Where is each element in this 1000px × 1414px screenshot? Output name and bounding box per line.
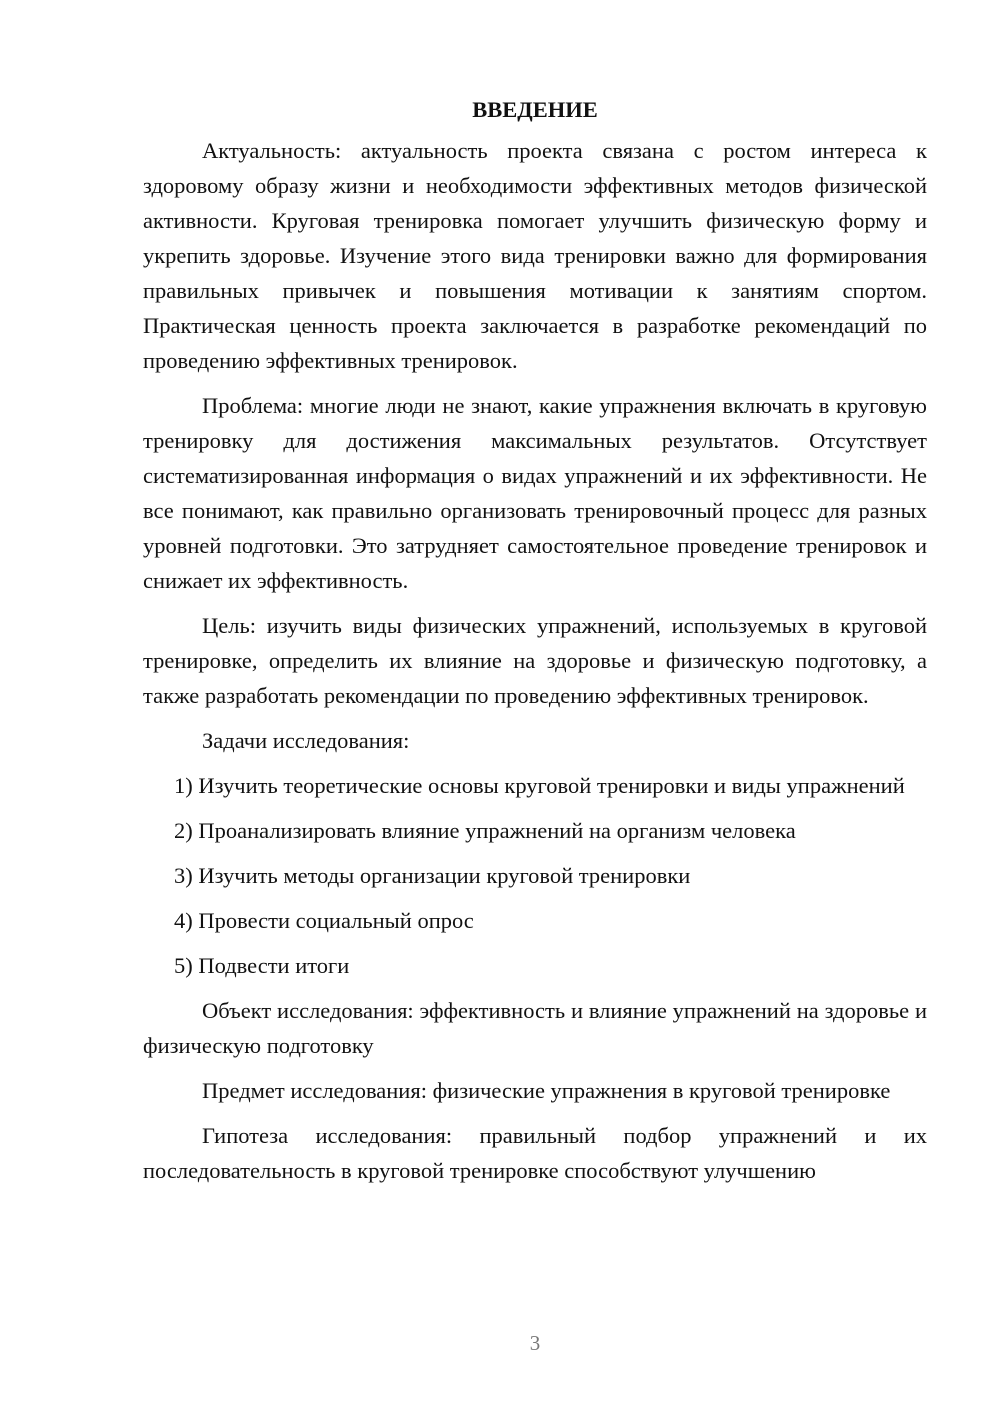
task-item: 1) Изучить теоретические основы круговой тренировки и виды упражнений <box>174 773 905 798</box>
page-number: 3 <box>529 1331 541 1355</box>
task-item: 3) Изучить методы организации круговой тренировки <box>174 863 691 888</box>
object-paragraph: Объект исследования: эффективность и влияние упражнений на здоровье и физическую подготовку <box>143 998 927 1058</box>
task-item: 4) Провести социальный опрос <box>174 908 474 933</box>
subject-paragraph: Предмет исследования: физические упражнения в круговой тренировке <box>202 1078 891 1103</box>
section-heading: ВВЕДЕНИЕ <box>472 97 598 122</box>
task-item: 2) Проанализировать влияние упражнений на организм человека <box>174 818 796 843</box>
tasks-title: Задачи исследования: <box>202 728 410 753</box>
hypothesis-paragraph: Гипотеза исследования: правильный подбор упражнений и их последовательность в круговой тренировке способствуют улучшению <box>143 1123 927 1183</box>
page-content <box>143 92 927 1198</box>
problem-paragraph: Проблема: многие люди не знают, какие упражнения включать в круговую тренировку для достижения максимальных результатов. Отсутствует систематизированная информация о видах упражнений и их эффективности. Не все понимают, как правильно организовать тренировочный процесс для разных уровней подготовки. Это затрудняет самостоятельное проведение тренировок и снижает их эффективность. <box>143 393 927 593</box>
task-item: 5) Подвести итоги <box>174 953 350 978</box>
relevance-paragraph: Актуальность: актуальность проекта связана с ростом интереса к здоровому образу жизни и необходимости эффективных методов физической активности. Круговая тренировка помогает улучшить физическую форму и укрепить здоровье. Изучение этого вида тренировки важно для формирования правильных привычек и повышения мотивации к занятиям спортом. Практическая ценность проекта заключается в разработке рекомендаций по проведению эффективных тренировок. <box>143 138 927 373</box>
goal-paragraph: Цель: изучить виды физических упражнений, используемых в круговой тренировке, определить их влияние на здоровье и физическую подготовку, а также разработать рекомендации по проведению эффективных тренировок. <box>143 613 927 708</box>
